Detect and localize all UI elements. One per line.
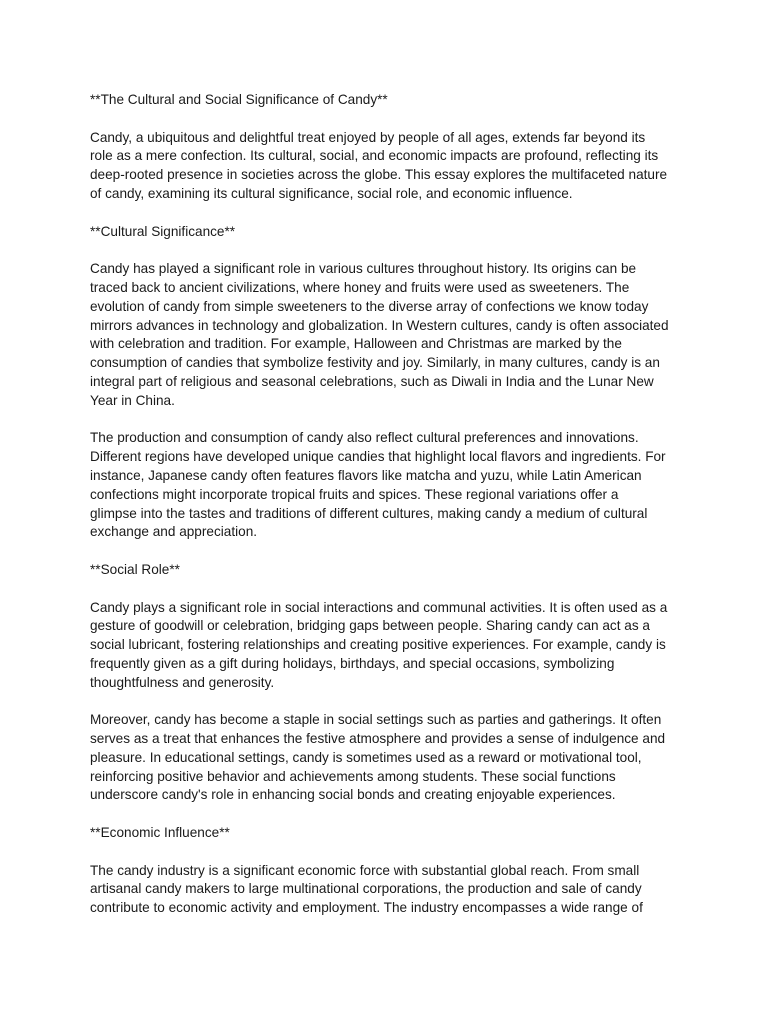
social-paragraph-1: Candy plays a significant role in social interactions and communal activities. It is often used as a gesture of goodwill or celebration, bridging gaps between people. Sharing candy can act as a social lubricant, fostering relationships and creating positive experiences. For example, candy is frequently given as a gift during holidays, birthdays, and special occasions, symbolizing thoughtfulness and generosity. [90, 599, 668, 690]
document-title: **The Cultural and Social Significance of Candy** [90, 92, 388, 107]
intro-paragraph: Candy, a ubiquitous and delightful treat enjoyed by people of all ages, extends far beyond its role as a mere confection. Its cultural, social, and economic impacts are profound, reflecting its deep-rooted presence in societies across the globe. This essay explores the multifaceted nature of candy, examining its cultural significance, social role, and economic influence. [90, 129, 668, 201]
social-paragraph-2: Moreover, candy has become a staple in social settings such as parties and gatherings. It often serves as a treat that enhances the festive atmosphere and provides a sense of indulgence and pleasure. In educational settings, candy is sometimes used as a reward or motivational tool, reinforcing positive behavior and achievements among students. These social functions underscore candy's role in enhancing social bonds and creating enjoyable experiences. [90, 712, 666, 803]
cultural-paragraph-2: The production and consumption of candy also reflect cultural preferences and innovations. Different regions have developed unique candies that highlight local flavors and ingredients. For instance, Japanese candy often features flavors like matcha and yuzu, while Latin American confections might incorporate tropical fruits and spices. These regional variations offer a glimpse into the tastes and traditions of different cultures, making candy a medium of cultural exchange and appreciation. [90, 430, 666, 540]
economic-paragraph-1: The candy industry is a significant economic force with substantial global reach. From small artisanal candy makers to large multinational corporations, the production and sale of candy contribute to economic activity and employment. The industry encompasses a wide range of [90, 862, 643, 916]
section-heading-cultural: **Cultural Significance** [90, 223, 236, 239]
section-heading-economic: **Economic Influence** [90, 825, 230, 841]
document-body [90, 91, 690, 937]
section-heading-social: **Social Role** [90, 561, 180, 577]
cultural-paragraph-1: Candy has played a significant role in various cultures throughout history. Its origins can be traced back to ancient civilizations, where honey and fruits were used as sweeteners. The evolution of candy from simple sweeteners to the diverse array of confections we know today mirrors advances in technology and globalization. In Western cultures, candy is often associated with celebration and tradition. For example, Halloween and Christmas are marked by the consumption of candies that symbolize festivity and joy. Similarly, in many cultures, candy is an integral part of religious and seasonal celebrations, such as Diwali in India and the Lunar New Year in China. [90, 261, 669, 408]
